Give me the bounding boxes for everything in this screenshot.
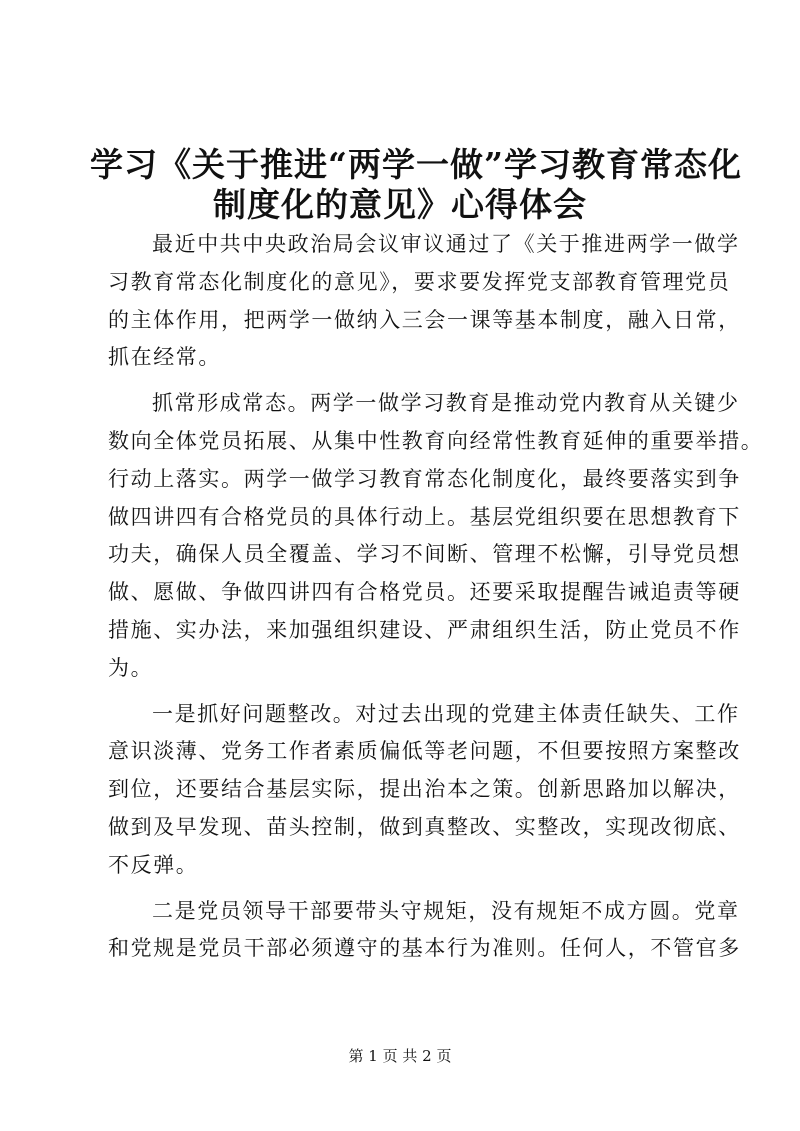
text-line: 一是抓好问题整改。对过去出现的党建主体责任缺失、工作 [152, 701, 740, 726]
paragraph-4 [108, 893, 741, 969]
document-title-line-2: 制度化的意见》心得体会 [213, 185, 587, 224]
paragraph-1 [108, 226, 741, 377]
text-line: 到位，还要结合基层实际，提出治本之策。创新思路加以解决， [108, 777, 741, 802]
paragraph-3 [108, 696, 741, 885]
text-line: 为。 [108, 655, 154, 680]
text-line: 的主体作用，把两学一做纳入三会一课等基本制度，融入日常， [108, 307, 741, 332]
text-line: 抓常形成常态。两学一做学习教育是推动党内教育从关键少 [152, 391, 740, 416]
text-line: 功夫，确保人员全覆盖、学习不间断、管理不松懈，引导党员想 [108, 542, 741, 567]
text-line: 做到及早发现、苗头控制，做到真整改、实整改，实现改彻底、 [108, 814, 741, 839]
text-line: 行动上落实。两学一做学习教育常态化制度化，最终要落实到争 [108, 466, 741, 491]
text-line: 和党规是党员干部必须遵守的基本行为准则。任何人，不管官多 [108, 936, 741, 961]
text-line: 最近中共中央政治局会议审议通过了《关于推进两学一做学 [152, 232, 740, 256]
text-line: 意识淡薄、党务工作者素质偏低等老问题，不但要按照方案整改 [108, 739, 741, 764]
document-body [108, 226, 764, 968]
text-line: 抓在经常。 [108, 345, 221, 370]
text-line: 做、愿做、争做四讲四有合格党员。还要采取提醒告诫追责等硬 [108, 580, 741, 605]
text-line: 二是党员领导干部要带头守规矩，没有规矩不成方圆。党章 [152, 898, 740, 923]
paragraph-2 [108, 385, 764, 687]
text-line: 习教育常态化制度化的意见》，要求要发挥党支部教育管理党员 [108, 269, 731, 294]
page-footer: 第 1 页 共 2 页 [348, 1047, 452, 1065]
text-line: 数向全体党员拓展、从集中性教育向经常性教育延伸的重要举措。 [108, 428, 764, 453]
text-line: 不反弹。 [108, 852, 199, 877]
text-line: 措施、实办法，来加强组织建设、严肃组织生活，防止党员不作 [108, 617, 741, 642]
document-title-line-1: 学习《关于推进“两学一做”学习教育常态化 [90, 145, 742, 184]
text-line: 做四讲四有合格党员的具体行动上。基层党组织要在思想教育下 [108, 504, 741, 529]
